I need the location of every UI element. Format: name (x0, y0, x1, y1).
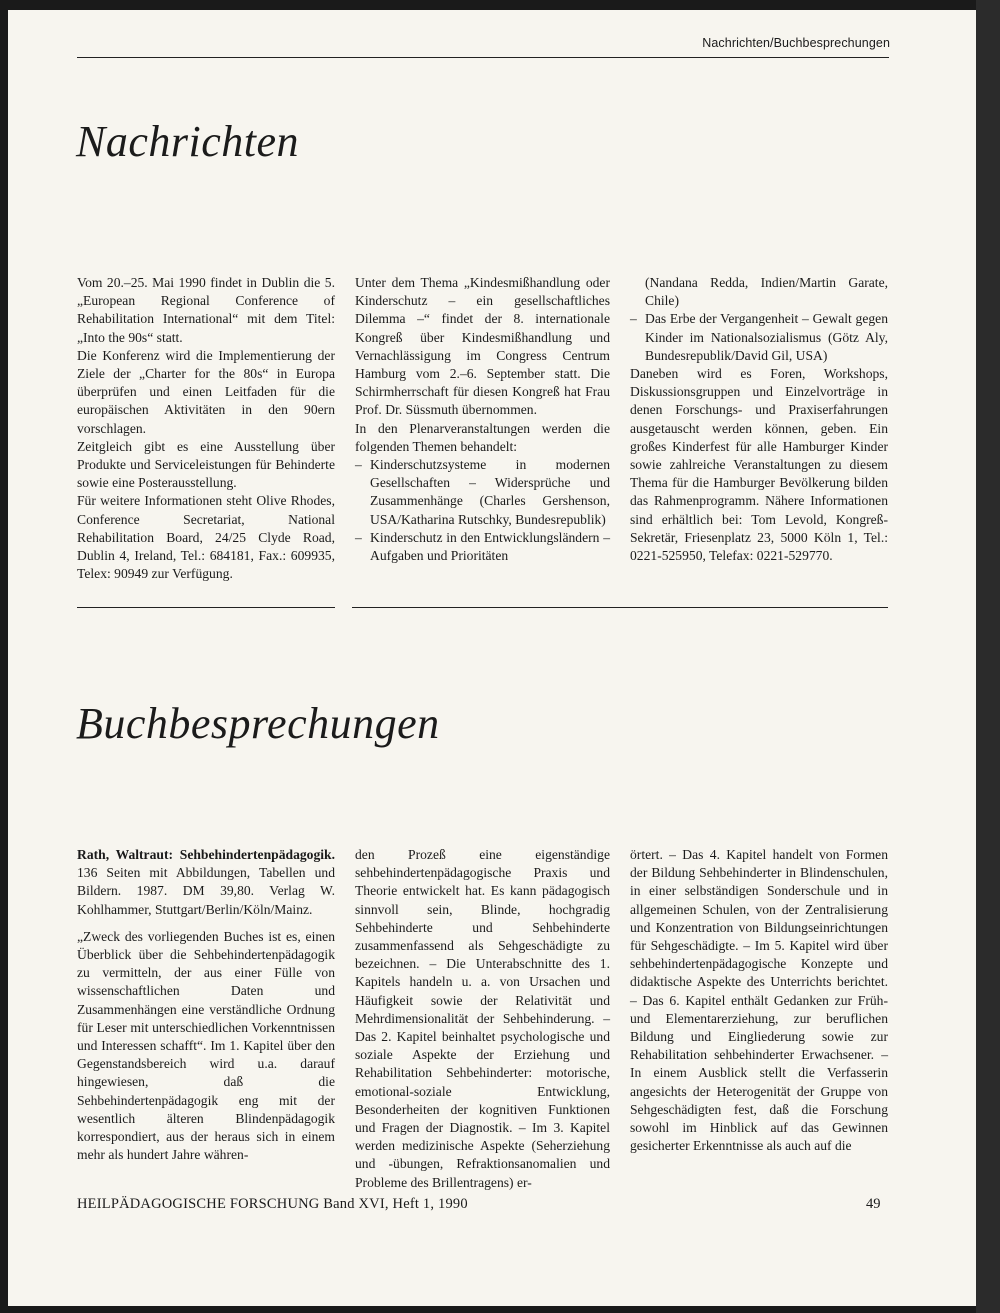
review-column-3 (630, 846, 888, 1155)
paragraph: örtert. – Das 4. Kapitel handelt von Formen der Bildung Sehbehinderter in Blindenschulen, in einer selbständigen Sonderschule und in allgemeinen Schulen, von der Zentralisierung und Konzentration von Bildungseinrichtungen für Sehgeschädigte. – Im 5. Kapitel wird über sehbehindertenpädagogische Konzepte und didaktische Aspekte des Unterrichts berichtet. – Das 6. Kapitel enthält Gedanken zur Früh- und Elementarerziehung, zur beruflichen Bildung und Eingliederung sowie zur Rehabilitation sehbehinderter Erwachsener. – In einem Ausblick stellt die Verfasserin angesichts der Heterogenität der Gruppe von Sehgeschädigten fest, daß die Forschung sowohl im Hinblick auf das Gewinnen gesicherter Erkenntnisse als auch auf die (630, 847, 888, 1154)
header-rule (77, 57, 889, 58)
paragraph: den Prozeß eine eigenständige sehbehindertenpädagogische Praxis und Theorie entwickelt hat. Es kann pädagogisch sinnvoll sein, Blinde, hochgradig Sehbehinderte und Sehbehinderte zusammenfassend als Sehgeschädigte zu bezeichnen. – Die Unterabschnitte des 1. Kapitels handeln u. a. von Ursachen und Häufigkeit sowie der Relativität und Mehrdimensionalität der Sehbehinderung. – Das 2. Kapitel beinhaltet psychologische und soziale Aspekte der Erziehung und Rehabilitation Sehbehinderter: motorische, emotional-soziale Entwicklung, Besonderheiten der kognitiven Funktionen und Fragen der Diagnostik. – Im 3. Kapitel werden medizinische Aspekte (Seherziehung und -übungen, Refraktionsanomalien und Probleme des Brillentragens) er- (355, 847, 610, 1190)
paragraph: Daneben wird es Foren, Workshops, Diskussionsgruppen und Einzelvorträge in denen Forschungs- und Praxiserfahrungen ausgetauscht werden können, geben. Ein großes Kinderfest für alle Hamburger Kinder sowie zahlreiche Veranstaltungen zu diesem Thema für die Hamburger Bevölkerung bilden das Rahmenprogramm. Nähere Informationen sind erhältlich bei: Tom Levold, Kongreß-Sekretär, Friesenplatz 23, 5000 Köln 1, Tel.: 0221-525950, Telefax: 0221-529770. (630, 366, 888, 564)
list-item: – Das Erbe der Vergangenheit – Gewalt gegen Kinder im Nationalsozialismus (Götz Aly, Bundesrepublik/David Gil, USA) (630, 310, 888, 365)
nachrichten-column-3 (630, 274, 888, 565)
nachrichten-column-2 (355, 274, 610, 565)
section-title-nachrichten: Nachrichten (76, 117, 300, 166)
topic-list (355, 456, 610, 565)
journal-footer: HEILPÄDAGOGISCHE FORSCHUNG Band XVI, Heft 1, 1990 (77, 1196, 468, 1212)
nachrichten-column-1 (77, 274, 335, 583)
book-citation-details: 136 Seiten mit Abbildungen, Tabellen und Bildern. 1987. DM 39,80. Verlag W. Kohlhammer, Stuttgart/Berlin/Köln/Mainz. (77, 865, 335, 917)
list-item: – Kinderschutz in den Entwicklungsländern – Aufgaben und Prioritäten (355, 529, 610, 565)
paragraph: Zeitgleich gibt es eine Ausstellung über Produkte und Serviceleistungen für Behinderte sowie eine Posterausstellung. (77, 438, 335, 491)
column-rule (352, 607, 888, 608)
review-column-1 (77, 846, 335, 1164)
running-head: Nachrichten/Buchbesprechungen (702, 36, 890, 50)
column-rule (77, 607, 335, 608)
paragraph: In den Plenarveranstaltungen werden die folgenden Themen behandelt: (355, 420, 610, 454)
paragraph: Für weitere Informationen steht Olive Rhodes, Conference Secretariat, National Rehabilitation Board, 24/25 Clyde Road, Dublin 4, Ireland, Tel.: 684181, Fax.: 609935, Telex: 90949 zur Verfügung. (77, 493, 335, 582)
list-item: – Kinderschutzsysteme in modernen Gesellschaften – Widersprüche und Zusammenhänge (Charles Gershenson, USA/Katharina Rutschky, Bundesrepublik) (355, 456, 610, 529)
book-citation (77, 846, 335, 919)
section-title-buchbesprechungen: Buchbesprechungen (76, 699, 440, 748)
page-edge (976, 0, 1000, 1313)
paragraph: „Zweck des vorliegenden Buches ist es, einen Überblick über die Sehbehindertenpädagogik zu vermitteln, der aus einer Fülle von wissenschaftlichen Daten und Zusammenhängen eine verständliche Ordnung für Leser mit unterschiedlichen Vorkenntnissen und Interessen schafft“. Im 1. Kapitel über den Gegenstandsbereich wird u.a. darauf hingewiesen, daß die Sehbehindertenpädagogik eng mit der wesentlich älteren Blindenpädagogik korrespondiert, aus der heraus sich in einem mehr als hundert Jahre währen- (77, 928, 335, 1163)
paragraph: Die Konferenz wird die Implementierung der Ziele der „Charter for the 80s“ in Europa überprüfen und einen Leitfaden für die europäischen Aktivitäten in den 90ern vorschlagen. (77, 347, 335, 436)
book-citation-author-title: Rath, Waltraut: Sehbehindertenpädagogik. (77, 847, 335, 862)
page-number: 49 (866, 1196, 881, 1212)
topic-list (630, 310, 888, 365)
review-column-2 (355, 846, 610, 1192)
list-item-continuation: (Nandana Redda, Indien/Martin Garate, Chile) (645, 275, 888, 309)
paragraph: Unter dem Thema „Kindesmißhandlung oder Kinderschutz – ein gesellschaftliches Dilemma –“ findet der 8. internationale Kongreß über Kindesmißhandlung und Vernachlässigung im Congress Centrum Hamburg vom 2.–6. September statt. Die Schirmherrschaft für diesen Kongreß hat Frau Prof. Dr. Süssmuth übernommen. (355, 275, 610, 418)
paragraph: Vom 20.–25. Mai 1990 findet in Dublin die 5. „European Regional Conference of Rehabilitation International“ mit dem Titel: „Into the 90s“ statt. (77, 275, 335, 345)
